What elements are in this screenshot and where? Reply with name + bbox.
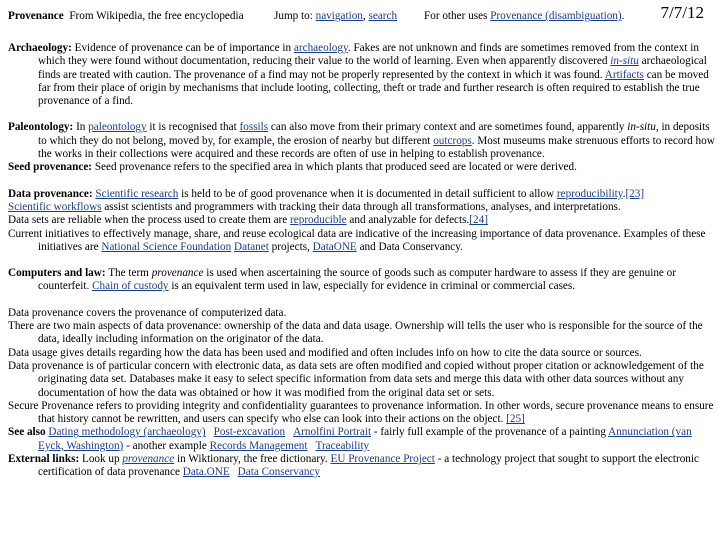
seed-paragraph: Seed provenance: Seed provenance refers to the specified area in which plants that produced seed are located or were derived. <box>8 161 577 174</box>
article-body <box>8 42 716 480</box>
data-sets-line: Data sets are reliable when the process used to create them are reproducible and analyzable for defects.[24] <box>8 214 488 227</box>
article-subtitle: From Wikipedia, the free encyclopedia <box>69 10 244 22</box>
provenance-term: provenance <box>151 267 204 280</box>
data-usage-line: Data usage gives details regarding how the data has been used and modified and often includes info on how to cite the data source or sources. <box>8 346 642 359</box>
external-links-label: External links: <box>8 453 80 466</box>
wiktionary-provenance-link[interactable]: provenance <box>122 453 175 466</box>
data-provenance-label: Data provenance: <box>8 187 93 200</box>
computerized-data-line: Data provenance covers the provenance of computerized data. <box>8 306 287 319</box>
other-uses-label: For other uses <box>424 10 488 22</box>
two-aspects-line: There are two main aspects of data provenance: ownership of the data and data usage. Ownership will tells the user who is responsible for the source of the data, ideally including information on the originator of the data. <box>8 320 703 346</box>
chain-of-custody-link[interactable]: Chain of custody <box>92 280 169 293</box>
jump-to-label: Jump to: <box>274 10 313 22</box>
traceability-link[interactable]: Traceability <box>315 439 370 452</box>
artifacts-link[interactable]: Artifacts <box>604 68 644 81</box>
external-links-line: External links: Look up provenance in Wiktionary, the free dictionary. EU Provenance Project - a technology project that sought to support the electronic certification of data provenance Data.ONE Data Conservancy <box>8 453 699 479</box>
nsf-link[interactable]: National Science Foundation <box>101 240 232 253</box>
article-title: Provenance <box>8 10 64 22</box>
secure-provenance-line: Secure Provenance refers to providing integrity and confidentiality guarantees to provenance information. In other words, secure provenance means to ensure that history cannot be rewritten, and users can specify who else can look into their actions on the object. [25] <box>8 399 714 426</box>
other-uses-line: For other uses Provenance (disambiguation). <box>424 10 625 22</box>
in-situ-text: in-situ <box>627 121 656 134</box>
annunciation-link[interactable]: Annunciation (van Eyck, Washington) <box>38 426 692 452</box>
data-conservancy-link[interactable]: Data Conservancy <box>237 466 320 479</box>
reproducible-link[interactable]: reproducible <box>290 214 347 227</box>
scientific-workflows-line: Scientific workflows assist scientists and programmers with tracking their data through all transformations, analyses, and interpretations. <box>8 200 621 213</box>
seed-label: Seed provenance: <box>8 161 93 174</box>
fossils-link[interactable]: fossils <box>239 121 269 134</box>
reference-23-link[interactable]: [23] <box>625 187 645 200</box>
paleontology-paragraph: Paleontology: In paleontology it is recognised that fossils can also move from their primary context and are sometimes found, apparently in-situ, in deposits to which they do not belong, moved by, for example, the erosion of nearby but different outcrops. Most museums make strenuous efforts to record how the works in their collections were acquired and these records are often of use in helping to establish provenance. <box>8 121 715 161</box>
paleontology-link[interactable]: paleontology <box>88 121 147 134</box>
dataone-link[interactable]: DataONE <box>312 240 357 253</box>
reproducibility-link[interactable]: reproducibility <box>556 187 623 200</box>
initiatives-line: Current initiatives to effectively manage, share, and reuse ecological data are indicative of the increasing importance of data provenance. Examples of these initiatives are National Science Foundation Datanet projects, DataONE and Data Conservancy. <box>8 227 706 253</box>
in-situ-link[interactable]: in-situ <box>610 55 639 68</box>
see-also-label: See also <box>8 426 46 439</box>
paleontology-label: Paleontology: <box>8 121 74 134</box>
scientific-research-link[interactable]: Scientific research <box>95 187 179 200</box>
eu-provenance-project-link[interactable]: EU Provenance Project <box>330 453 435 466</box>
date-label: 7/7/12 <box>660 3 704 22</box>
disambiguation-link[interactable]: Provenance (disambiguation) <box>490 10 622 22</box>
records-management-link[interactable]: Records Management <box>209 439 308 452</box>
search-link[interactable]: search <box>368 10 398 22</box>
electronic-data-line: Data provenance is of particular concern with electronic data, as data sets are often modified and copied without proper citation or acknowledgement of the originating data set. Databases make it easy to select specific information from data sets and merge this data with other data sources without any documentation of how the data was obtained or how it was modified from the original data set or sets. <box>8 359 704 399</box>
page-header <box>8 3 712 26</box>
reference-24-link[interactable]: [24] <box>469 214 488 227</box>
datanet-link[interactable]: Datanet <box>234 240 269 253</box>
navigation-link[interactable]: navigation <box>315 10 363 22</box>
arnolfini-portrait-link[interactable]: Arnolfini Portrait <box>293 426 372 439</box>
archaeology-link[interactable]: archaeology <box>293 42 348 54</box>
archaeology-label: Archaeology: <box>8 42 72 54</box>
archaeology-paragraph: Archaeology: Evidence of provenance can be of importance in archaeology. Fakes are not unknown and finds are sometimes removed from the context in which they were found without documentation, reducing their value to the world of learning. Even when apparently discovered in-situ archaeological finds are treated with caution. The provenance of a find may not be properly represented by the context in which it was found. Artifacts can be moved far from their place of origin by mechanisms that include looting, collecting, theft or trade and further research is often required to establish the true provenance of a find. <box>8 42 709 108</box>
title-line <box>8 10 244 23</box>
post-excavation-link[interactable]: Post-excavation <box>213 426 286 439</box>
outcrops-link[interactable]: outcrops <box>433 134 472 147</box>
computers-law-label: Computers and law: <box>8 267 106 280</box>
jump-to-line: Jump to: navigation, search <box>274 10 398 22</box>
dating-methodology-link[interactable]: Dating methodology (archaeology) <box>48 426 206 439</box>
data-one-link[interactable]: Data.ONE <box>182 466 230 479</box>
computers-law-paragraph: Computers and law: The term provenance is used when ascertaining the source of goods such as computer hardware to assess if they are genuine or counterfeit. Chain of custody is an equivalent term used in law, especially for evidence in criminal or commercial cases. <box>8 267 676 293</box>
see-also-line: See also Dating methodology (archaeology) Post-excavation Arnolfini Portrait - fairly full example of the provenance of a painting Annunciation (van Eyck, Washington) - another example Records Management Traceability <box>8 426 692 452</box>
data-provenance-paragraph: Data provenance: Scientific research is held to be of good provenance when it is documented in detail sufficient to allow reproducibility.[23] <box>8 187 645 200</box>
reference-25-link[interactable]: [25] <box>506 413 525 426</box>
scientific-workflows-link[interactable]: Scientific workflows <box>8 200 102 213</box>
